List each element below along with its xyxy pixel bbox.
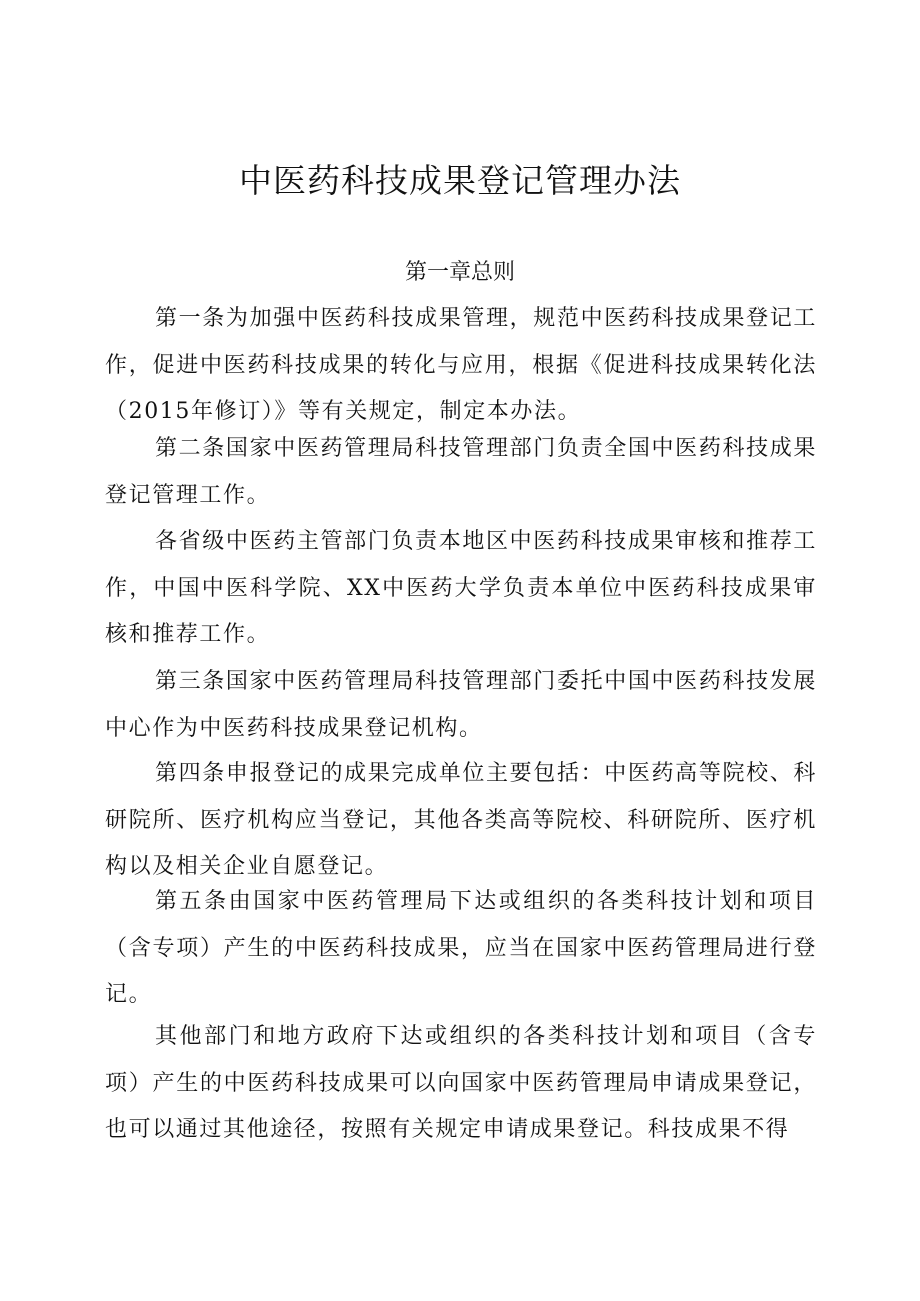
article-2-paragraph: 第二条国家中医药管理局科技管理部门负责全国中医药科技成果登记管理工作。 xyxy=(105,436,817,508)
article-1-paragraph: 第一条为加强中医药科技成果管理，规范中医药科技成果登记工作，促进中医药科技成果的转化与应用，根据《促进科技成果转化法（2015年修订）》等有关规定，制定本办法。 xyxy=(105,306,817,424)
chapter-heading: 第一章总则 xyxy=(404,260,515,285)
article-5-paragraph: 第五条由国家中医药管理局下达或组织的各类科技计划和项目（含专项）产生的中医药科技成果，应当在国家中医药管理局进行登记。 xyxy=(105,889,817,1007)
article-4-paragraph: 第四条申报登记的成果完成单位主要包括：中医药高等院校、科研院所、医疗机构应当登记，其他各类高等院校、科研院所、医疗机构以及相关企业自愿登记。 xyxy=(105,761,817,879)
article-2-provincial-paragraph: 各省级中医药主管部门负责本地区中医药科技成果审核和推荐工作，中国中医科学院、XX中医药大学负责本单位中医药科技成果审核和推荐工作。 xyxy=(105,529,817,647)
article-5-other-paragraph: 其他部门和地方政府下达或组织的各类科技计划和项目（含专项）产生的中医药科技成果可以向国家中医药管理局申请成果登记，也可以通过其他途径，按照有关规定申请成果登记。科技成果不得 xyxy=(105,1024,817,1142)
article-3-paragraph: 第三条国家中医药管理局科技管理部门委托中国中医药科技发展中心作为中医药科技成果登记机构。 xyxy=(105,669,817,741)
document-title: 中医药科技成果登记管理办法 xyxy=(239,161,681,200)
